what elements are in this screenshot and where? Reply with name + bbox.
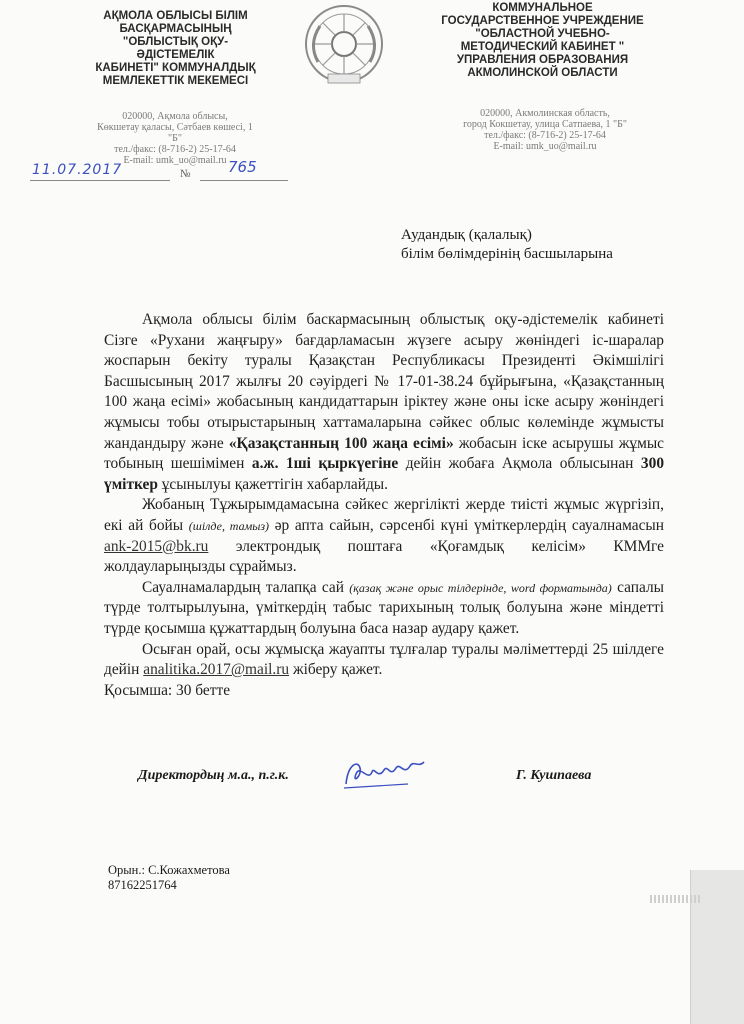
- address-line: Көкшетау қаласы, Сәтбаев көшесі, 1 "Б": [97, 122, 253, 144]
- text-run: ұсынылуы қажеттігін хабарлайды.: [157, 475, 388, 493]
- header-left-line: КАБИНЕТІ" КОММУНАЛДЫҚ: [95, 62, 256, 74]
- number-underline: [200, 180, 288, 181]
- header-right-line: КОММУНАЛЬНОЕ: [492, 2, 593, 14]
- registration-date: 11.07.2017: [32, 162, 123, 178]
- date-underline: [30, 180, 170, 181]
- text-run: сапалы түрде толтырылуына, үміткердің табыс тарихының толық болуына және міндетті түрде қосымша құжаттардың болуына баса назар аудару қажет.: [104, 578, 664, 637]
- text-run: Ақмола облысы білім баскармасының облыстық оқу-әдістемелік кабинеті Сізге «Рухани жаңғыру» бағдарламасын жүзеге асыру жөніндегі іс-шаралар жоспарын бекіту туралы Қазақстан Республикасы Президенті Әкімшілігі Басшысының 2017 жылғы 20 сәуірдегі № 17-01-38.24 бұйрығына, «Қазақстанның 100 жаңа есімі» жобасының кандидаттарын іріктеу және оны іске асыру жөніндегі жұмысы тобы отырыстарының хаттамаларына сәйкес облыс көлемінде жұмысты жандандыру және: [104, 311, 664, 452]
- handwritten-signature-icon: [338, 754, 428, 794]
- text-run: электрондық поштаға «Қоғамдық келісім» КММге жолдауларыңызды сұраймыз.: [104, 537, 664, 576]
- text-run: Сауалнамалардың талапқа сай: [142, 578, 350, 596]
- header-left-line: БАСҚАРМАСЫНЫҢ: [119, 23, 232, 35]
- number-label: №: [180, 168, 191, 180]
- bold-text: а.ж. 1ші қыркүегіне: [251, 455, 399, 473]
- signatory-name: Г. Кушпаева: [516, 768, 592, 783]
- executor-name: Орын.: С.Кожахметова: [108, 863, 230, 877]
- header-left-line: "ОБЛЫСТЫҚ ОҚУ-: [122, 36, 229, 48]
- address-line: тел./факс: (8-716-2) 25-17-64: [484, 130, 606, 141]
- italic-text: (қазақ және орыс тілдерінде, word форматында): [349, 580, 612, 595]
- state-emblem-icon: [298, 2, 390, 90]
- header-right-line: "ОБЛАСТНОЙ УЧЕБНО-: [475, 28, 610, 40]
- recipient-block: [401, 226, 613, 264]
- attachment-note: Қосымша: 30 бетте: [104, 681, 231, 699]
- text-run: Осыған орай, осы жұмысқа жауапты тұлғалар туралы мәліметтерді 25 шілдеге дейін: [104, 640, 664, 679]
- header-right-line: АКМОЛИНСКОЙ ОБЛАСТИ: [467, 67, 618, 79]
- header-right-org-name: [420, 2, 665, 80]
- header-right-line: ГОСУДАРСТВЕННОЕ УЧРЕЖДЕНИЕ: [441, 15, 644, 27]
- italic-text: (шілде, тамыз): [188, 518, 270, 533]
- address-line: тел./факс: (8-716-2) 25-17-64: [114, 144, 236, 155]
- text-run: дейін жобаға Ақмола облысынан: [398, 455, 641, 473]
- text-run: жіберу қажет.: [289, 661, 383, 679]
- paragraph: [104, 578, 664, 640]
- letter-body: [104, 310, 664, 701]
- header-left-line: МЕМЛЕКЕТТІК МЕКЕМЕСІ: [102, 75, 249, 87]
- registration-number: 765: [228, 158, 257, 176]
- header-left-line: АҚМОЛА ОБЛЫСЫ БІЛІМ: [103, 10, 248, 22]
- header-right-line: УПРАВЛЕНИЯ ОБРАЗОВАНИЯ: [456, 54, 629, 66]
- executor-block: [108, 863, 230, 893]
- address-line: E-mail: umk_uo@mail.ru: [123, 155, 227, 166]
- address-line: 020000, Ақмола облысы,: [122, 111, 228, 122]
- paragraph: [104, 495, 664, 577]
- address-line: город Кокшетау, улица Сатпаева, 1 "Б": [463, 119, 627, 130]
- text-run: әр апта сайын, сәрсенбі күні үміткерлердің сауалнамасын: [269, 516, 664, 534]
- header-left-line: ӘДІСТЕМЕЛІК: [136, 49, 215, 61]
- header-right-line: МЕТОДИЧЕСКИЙ КАБИНЕТ ": [460, 41, 625, 53]
- address-line: 020000, Акмолинская область,: [480, 108, 610, 119]
- scan-mark: [650, 895, 700, 903]
- address-line: E-mail: umk_uo@mail.ru: [493, 141, 597, 152]
- signatory-title: Директордың м.а., п.г.к.: [138, 768, 289, 783]
- email-link[interactable]: analitika.2017@mail.ru: [143, 661, 290, 679]
- recipient-line: білім бөлімдерінің басшыларына: [401, 246, 613, 262]
- executor-phone: 87162251764: [108, 878, 177, 892]
- text-run: Жобаның Тұжырымдамасына сәйкес жергілікті жерде тиісті жұмыс жүргізіп, екі ай бойы: [104, 496, 664, 534]
- bold-text: «Қазақстанның 100 жаңа есімі»: [228, 434, 454, 452]
- page-fold-edge: [690, 870, 744, 1024]
- text-run: жобасын іске асырушы жұмыс тобының шешімімен: [104, 434, 664, 473]
- bold-text: 300 үміткер: [104, 455, 665, 493]
- email-link[interactable]: ank-2015@bk.ru: [104, 537, 209, 555]
- signature-row: [138, 762, 598, 792]
- header-left-org-name: [78, 10, 273, 88]
- recipient-line: Аудандық (қалалық): [401, 227, 532, 243]
- header-right-address: [455, 108, 635, 152]
- paragraph: [104, 310, 664, 495]
- paragraph: [104, 640, 664, 681]
